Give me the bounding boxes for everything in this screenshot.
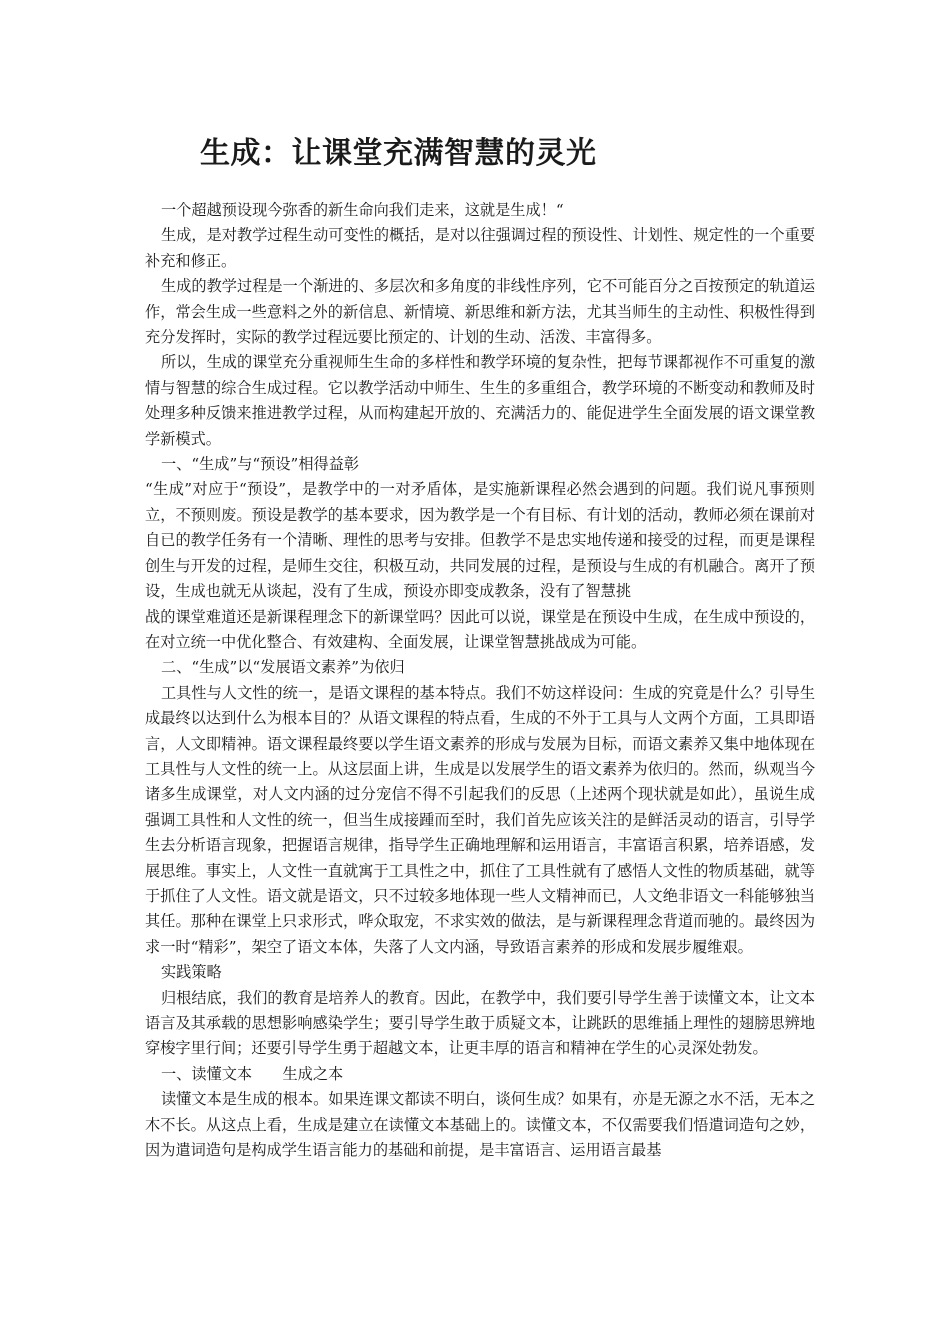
paragraph-definition: 生成，是对教学过程生动可变性的概括，是对以往强调过程的预设性、计划性、规定性的一个重要补充和修正。 [145, 226, 815, 270]
paragraph-process: 生成的教学过程是一个渐进的、多层次和多角度的非线性序列，它不可能百分之百按预定的轨道运作，常会生成一些意料之外的新信息、新情境、新思维和新方法，尤其当师生的主动性、积极性得到充分发挥时，实际的教学过程远要比预定的、计划的生动、活泼、丰富得多。 [145, 277, 815, 347]
paragraph-section-1: “生成”对应于“预设”，是教学中的一对矛盾体，是实施新课程必然会遇到的问题。我们说凡事预则立，不预则废。预设是教学的基本要求，因为教学是一个有目标、有计划的活动，教师必须在课前对自已的教学任务有一个清晰、理性的思考与安排。但教学不是忠实地传递和接受的过程，而更是课程创生与开发的过程，是师生交往，积极互动，共同发展的过程，是预设与生成的有机融合。离开了预设，生成也就无从谈起，没有了生成，预设亦即变成教条，没有了智慧挑 [145, 480, 815, 601]
section-heading-2: 二、“生成”以“发展语文素养”为依归 [160, 658, 405, 677]
subsection-heading-1: 一、读懂文本 生成之本 [160, 1064, 344, 1083]
paragraph-section-2: 工具性与人文性的统一，是语文课程的基本特点。我们不妨这样设问：生成的究竟是什么？引导生成最终以达到什么为根本目的？从语文课程的特点看，生成的不外于工具与人文两个方面，工具即语言，人文即精神。语文课程最终要以学生语文素养的形成与发展为目标，而语文素养又集中地体现在工具性与人文性的统一上。从这层面上讲，生成是以发展学生的语文素养为依归的。然而，纵观当今诸多生成课堂，对人文内涵的过分宠信不得不引起我们的反思（上述两个现状就是如此），虽说生成强调工具性和人文性的统一，但当生成接踵而至时，我们首先应该关注的是鲜活灵动的语言，引导学生去分析语言现象，把握语言规律，指导学生正确地理解和运用语言，丰富语言积累，培养语感，发展思维。事实上，人文性一直就寓于工具性之中，抓住了工具性就有了感悟人文性的物质基础，就等于抓住了人文性。语文就是语文，只不过较多地体现一些人文精神而已，人文绝非语文一科能够独当其任。那种在课堂上只求形式，哗众取宠，不求实效的做法，是与新课程理念背道而驰的。最终因为求一时“精彩”，架空了语文本体，失落了人文内涵，导致语言素养的形成和发展步履维艰。 [145, 683, 815, 956]
section-heading-1: 一、“生成”与“预设”相得益彰 [160, 455, 360, 474]
document-body [145, 198, 815, 1163]
paragraph-subsection-1: 读懂文本是生成的根本。如果连课文都读不明白，谈何生成？如果有，亦是无源之水不活，无本之木不长。从这点上看，生成是建立在读懂文本基础上的。读懂文本，不仅需要我们悟遣词造句之妙，因为遣词造句是构成学生语言能力的基础和前提，是丰富语言、运用语言最基 [145, 1090, 815, 1160]
paragraph-strategy: 归根结底，我们的教育是培养人的教育。因此，在教学中，我们要引导学生善于读懂文本，让文本语言及其承载的思想影响感染学生；要引导学生敢于质疑文本，让跳跃的思维插上理性的翅膀思辨地穿梭字里行间；还要引导学生勇于超越文本，让更丰厚的语言和精神在学生的心灵深处勃发。 [145, 988, 815, 1058]
section-heading-strategy: 实践策略 [160, 963, 222, 982]
paragraph-intro: 一个超越预设现今弥香的新生命向我们走来，这就是生成！“ [160, 201, 564, 219]
document-title: 生成：让课堂充满智慧的灵光 [200, 136, 597, 171]
paragraph-section-1-continued: 战的课堂难道还是新课程理念下的新课堂吗？因此可以说，课堂是在预设中生成，在生成中预设的，在对立统一中优化整合、有效建构、全面发展，让课堂智慧挑战成为可能。 [145, 607, 815, 651]
paragraph-classroom: 所以，生成的课堂充分重视师生生命的多样性和教学环境的复杂性，把每节课都视作不可重复的激情与智慧的综合生成过程。它以教学活动中师生、生生的多重组合，教学环境的不断变动和教师及时处理多种反馈来推进教学过程，从而构建起开放的、充满活力的、能促进学生全面发展的语文课堂教学新模式。 [145, 353, 815, 448]
